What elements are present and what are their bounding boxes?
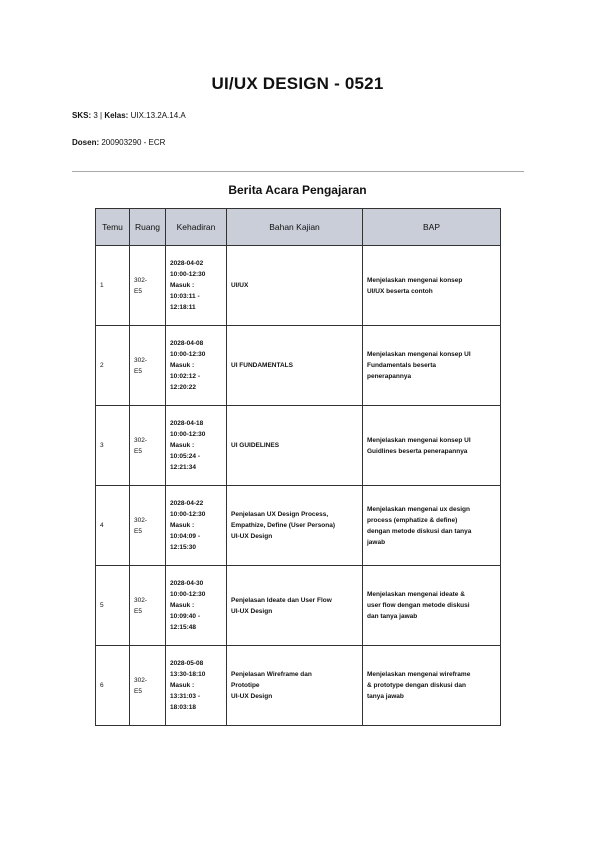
cell-temu: 2 [96,326,130,406]
cell-ruang: 302- E5 [130,566,166,646]
divider [72,171,524,172]
sks-label: SKS: [72,111,92,120]
kelas-label: Kelas: [104,111,129,120]
cell-kehadiran: 2028-04-02 10:00-12:30 Masuk : 10:03:11 - 12:18:11 [166,246,227,326]
cell-kehadiran: 2028-04-22 10:00-12:30 Masuk : 10:04:09 - 12:15:30 [166,486,227,566]
cell-kehadiran: 2028-04-08 10:00-12:30 Masuk : 10:02:12 - 12:20:22 [166,326,227,406]
column-header-bap: BAP [363,209,501,246]
cell-ruang: 302- E5 [130,406,166,486]
column-header-bahan-kajian: Bahan Kajian [227,209,363,246]
sks-value: 3 | [91,111,105,120]
cell-bahan-kajian: UI FUNDAMENTALS [227,326,363,406]
cell-bahan-kajian: Penjelasan Ideate dan User Flow UI-UX Design [227,566,363,646]
dosen-value: 200903290 - ECR [99,138,166,147]
page-title: UI/UX DESIGN - 0521 [211,74,384,93]
cell-ruang: 302- E5 [130,646,166,726]
cell-temu: 5 [96,566,130,646]
column-header-ruang: Ruang [130,209,166,246]
cell-bahan-kajian: UI GUIDELINES [227,406,363,486]
course-info [72,111,186,120]
cell-bap: Menjelaskan mengenai konsep UI Guidlines beserta penerapannya [363,406,501,486]
table-row [96,326,501,406]
cell-bahan-kajian: UI/UX [227,246,363,326]
lecturer-info [72,138,165,147]
cell-temu: 4 [96,486,130,566]
cell-ruang: 302- E5 [130,486,166,566]
teaching-report-table [95,208,501,726]
table-row [96,246,501,326]
cell-temu: 3 [96,406,130,486]
column-header-temu: Temu [96,209,130,246]
cell-temu: 6 [96,646,130,726]
table-header-row [96,209,501,246]
dosen-label: Dosen: [72,138,100,147]
cell-bahan-kajian: Penjelasan Wireframe dan Prototipe UI-UX Design [227,646,363,726]
cell-bahan-kajian: Penjelasan UX Design Process, Empathize, Define (User Persona) UI-UX Design [227,486,363,566]
cell-bap: Menjelaskan mengenai konsep UI Fundamentals beserta penerapannya [363,326,501,406]
table-row [96,566,501,646]
table-row [96,486,501,566]
cell-bap: Menjelaskan mengenai ideate & user flow dengan metode diskusi dan tanya jawab [363,566,501,646]
cell-bap: Menjelaskan mengenai wireframe & prototype dengan diskusi dan tanya jawab [363,646,501,726]
column-header-kehadiran: Kehadiran [166,209,227,246]
cell-kehadiran: 2028-04-30 10:00-12:30 Masuk : 10:09:40 - 12:15:48 [166,566,227,646]
cell-kehadiran: 2028-04-18 10:00-12:30 Masuk : 10:05:24 - 12:21:34 [166,406,227,486]
cell-ruang: 302- E5 [130,246,166,326]
cell-ruang: 302- E5 [130,326,166,406]
cell-bap: Menjelaskan mengenai ux design process (emphatize & define) dengan metode diskusi dan tanya jawab [363,486,501,566]
kelas-value: UIX.13.2A.14.A [128,111,186,120]
cell-bap: Menjelaskan mengenai konsep UI/UX beserta contoh [363,246,501,326]
section-title: Berita Acara Pengajaran [228,183,367,197]
cell-kehadiran: 2028-05-08 13:30-18:10 Masuk : 13:31:03 - 18:03:18 [166,646,227,726]
cell-temu: 1 [96,246,130,326]
table-row [96,406,501,486]
table-row [96,646,501,726]
